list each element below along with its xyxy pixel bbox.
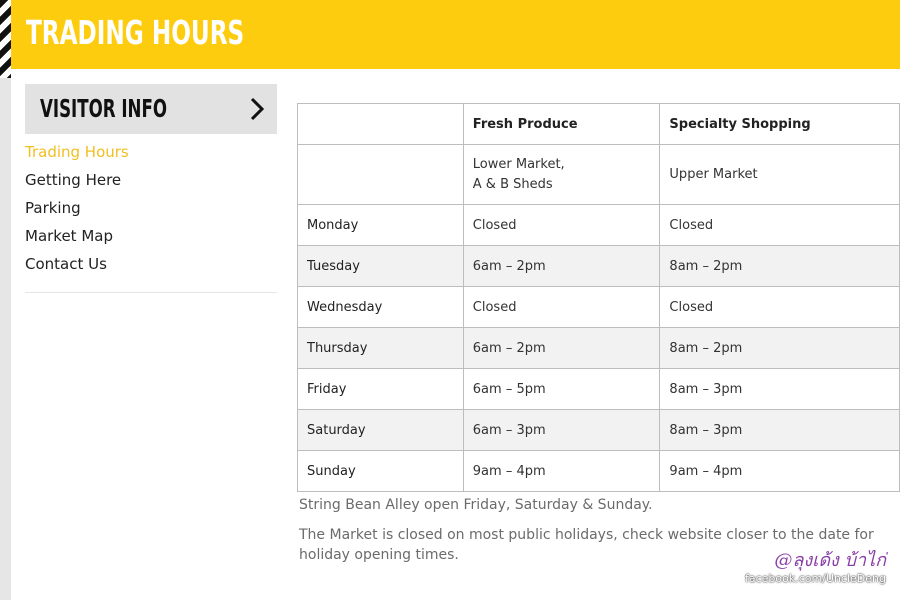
sidebar-item-getting-here[interactable]: Getting Here xyxy=(25,171,122,189)
fresh-hours-cell: 6am – 3pm xyxy=(463,410,660,451)
day-cell: Thursday xyxy=(298,328,464,369)
sidebar-item-market-map[interactable]: Market Map xyxy=(25,227,113,245)
sidebar-heading-toggle[interactable] xyxy=(25,84,277,134)
specialty-hours-cell: 8am – 2pm xyxy=(660,328,900,369)
fresh-hours-cell: 6am – 5pm xyxy=(463,369,660,410)
sidebar-heading: VISITOR INFO xyxy=(40,94,167,123)
fresh-produce-location xyxy=(463,145,660,205)
page-header xyxy=(11,0,900,69)
specialty-hours-cell: 8am – 2pm xyxy=(660,246,900,287)
fresh-hours-cell: Closed xyxy=(463,205,660,246)
sidebar-divider xyxy=(25,292,277,293)
table-row-friday xyxy=(298,369,900,410)
fresh-hours-cell: Closed xyxy=(463,287,660,328)
day-cell: Sunday xyxy=(298,451,464,492)
sidebar-item-parking[interactable]: Parking xyxy=(25,199,81,217)
watermark-name: @ลุงเด้ง บ้าไก่ xyxy=(774,550,886,571)
day-cell: Wednesday xyxy=(298,287,464,328)
specialty-hours-cell: 8am – 3pm xyxy=(660,369,900,410)
sidebar-item-contact-us[interactable]: Contact Us xyxy=(25,255,107,273)
day-cell: Friday xyxy=(298,369,464,410)
note-public-holidays: The Market is closed on most public holidays, check website closer to the date for holiday opening times. xyxy=(299,527,874,563)
fresh-location-line-1: Lower Market, xyxy=(472,156,565,172)
day-cell: Tuesday xyxy=(298,246,464,287)
chevron-right-icon xyxy=(247,95,267,123)
fresh-hours-cell: 9am – 4pm xyxy=(463,451,660,492)
table-location-row xyxy=(298,145,900,205)
page-title: TRADING HOURS xyxy=(26,13,245,52)
specialty-hours-cell: 9am – 4pm xyxy=(660,451,900,492)
specialty-hours-cell: Closed xyxy=(660,287,900,328)
table-location-empty xyxy=(298,145,464,205)
fresh-location-line-2: A & B Sheds xyxy=(472,176,553,192)
table-row-saturday xyxy=(298,410,900,451)
table-header-row xyxy=(298,104,900,145)
table-header-specialty-shopping: Specialty Shopping xyxy=(660,104,900,145)
sidebar xyxy=(25,84,277,293)
hazard-stripe-decoration xyxy=(0,0,11,78)
sidebar-item-trading-hours[interactable]: Trading Hours xyxy=(25,143,129,161)
table-row-thursday xyxy=(298,328,900,369)
table-row-tuesday xyxy=(298,246,900,287)
fresh-hours-cell: 6am – 2pm xyxy=(463,246,660,287)
fresh-hours-cell: 6am – 2pm xyxy=(463,328,660,369)
specialty-hours-cell: 8am – 3pm xyxy=(660,410,900,451)
watermark xyxy=(745,550,886,586)
table-row-sunday xyxy=(298,451,900,492)
table-row-wednesday xyxy=(298,287,900,328)
table-header-empty xyxy=(298,104,464,145)
trading-hours-table xyxy=(297,103,900,492)
specialty-hours-cell: Closed xyxy=(660,205,900,246)
table-row-monday xyxy=(298,205,900,246)
sidebar-menu xyxy=(25,134,277,278)
table-header-fresh-produce: Fresh Produce xyxy=(463,104,660,145)
watermark-url: facebook.com/UncleDeng xyxy=(744,572,886,585)
day-cell: Monday xyxy=(298,205,464,246)
specialty-shopping-location: Upper Market xyxy=(660,145,900,205)
left-stripe xyxy=(0,0,11,600)
note-string-bean-alley: String Bean Alley open Friday, Saturday & Sunday. xyxy=(299,497,653,513)
day-cell: Saturday xyxy=(298,410,464,451)
